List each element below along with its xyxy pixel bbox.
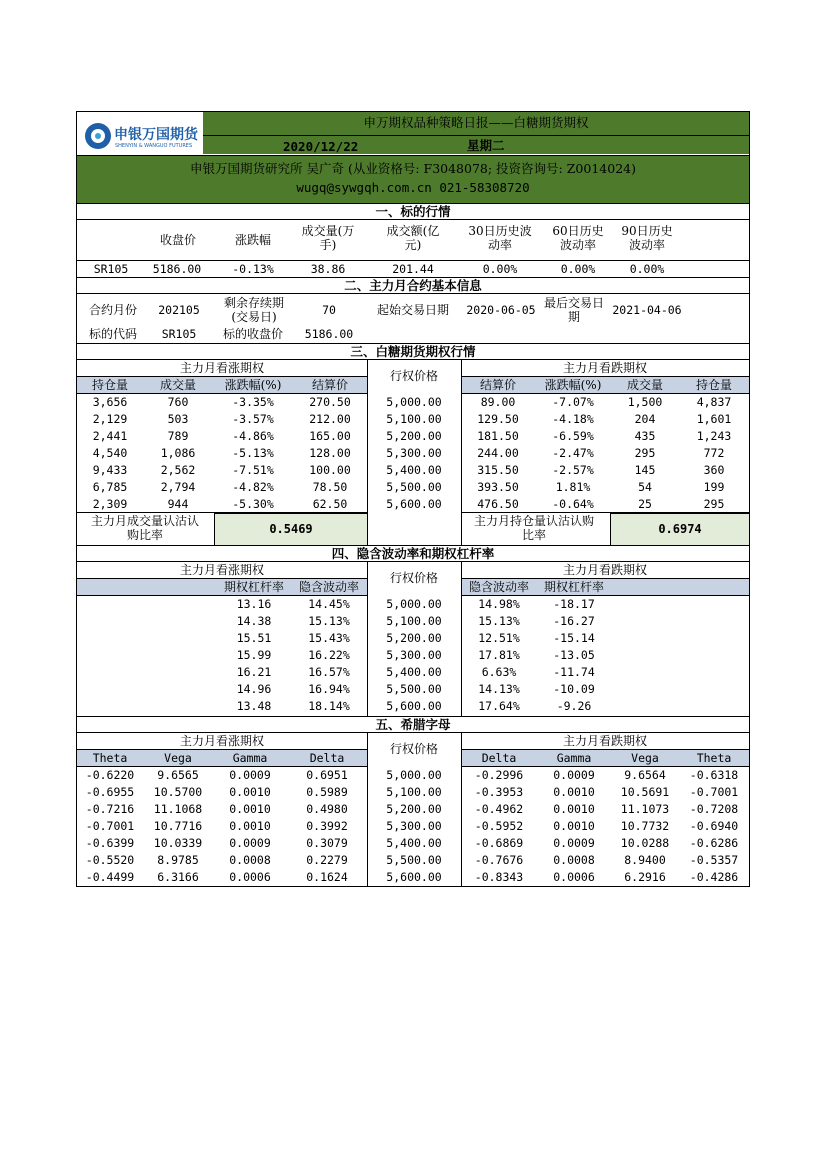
s5-cell: 0.0009: [553, 836, 595, 850]
s4-cell: 5,500.00: [386, 682, 442, 696]
s5-cell: 5,500.00: [386, 853, 442, 867]
s3-cell: 5,600.00: [386, 497, 442, 511]
s4-cell: -11.74: [553, 665, 595, 679]
s3-cell: 129.50: [477, 412, 519, 426]
s3-row: [77, 462, 749, 479]
s3-cell: -0.64%: [552, 497, 594, 511]
s3-cell: 6,785: [92, 480, 128, 494]
s3-cell: -4.18%: [552, 412, 594, 426]
s3-cell: 772: [703, 446, 725, 460]
s1-hv90: 0.00%: [629, 262, 665, 276]
s4-cell: 17.64%: [478, 699, 520, 713]
s5-cell: -0.4499: [85, 870, 135, 884]
s3-cell: 62.50: [312, 497, 348, 511]
s3-cell: 2,129: [92, 412, 128, 426]
oi-ratio-label: 主力月持仓量认沽认购 比率: [473, 514, 594, 542]
s3-cell: 1,601: [696, 412, 732, 426]
s3-cell: 5,300.00: [386, 446, 442, 460]
contract-month-value: 202105: [158, 303, 200, 317]
s3-call-settle-header: 结算价: [311, 378, 348, 392]
s5-call-gamma-header: Gamma: [232, 751, 268, 765]
last-date-value: 2021-04-06: [612, 303, 682, 317]
s4-cell: 17.81%: [478, 648, 520, 662]
s4-strike-header: 行权价格: [389, 571, 438, 585]
s3-row: [77, 496, 749, 513]
start-date-value: 2020-06-05: [466, 303, 536, 317]
s5-cell: 0.5989: [306, 785, 348, 799]
s3-put-vol-header: 成交量: [626, 378, 663, 392]
s3-cell: 165.00: [309, 429, 351, 443]
s5-cell: -0.5520: [85, 853, 135, 867]
s5-cell: 10.0339: [153, 836, 203, 850]
s3-cell: 204: [634, 412, 656, 426]
s5-row: [77, 818, 749, 835]
s5-cell: 11.1073: [620, 802, 670, 816]
s5-put-delta-header: Delta: [481, 751, 517, 765]
s3-cell: 25: [638, 497, 652, 511]
s3-cell: -4.82%: [232, 480, 274, 494]
s3-row: [77, 445, 749, 462]
s3-cell: 244.00: [477, 446, 519, 460]
s5-cell: 0.0010: [553, 785, 595, 799]
s3-row: [77, 428, 749, 445]
s3-cell: 5,000.00: [386, 395, 442, 409]
s3-put-settle-header: 结算价: [479, 378, 516, 392]
s3-row: [77, 479, 749, 496]
s5-row: [77, 801, 749, 818]
oi-ratio-value: 0.6974: [610, 513, 750, 546]
s1-data-row: [77, 260, 749, 277]
vol-ratio-label: 主力月成交量认沽认 购比率: [90, 514, 199, 542]
s4-cell: 5,100.00: [386, 614, 442, 628]
s4-put-iv-header: 隐含波动率: [468, 580, 529, 594]
s5-row: [77, 784, 749, 801]
s4-call-iv-header: 隐含波动率: [298, 580, 359, 594]
s4-cell: 13.48: [236, 699, 272, 713]
s3-cell: 54: [638, 480, 652, 494]
s5-call-theta-header: Theta: [92, 751, 128, 765]
s5-cell: -0.2996: [474, 768, 524, 782]
contract-month-label: 合约月份: [88, 303, 137, 317]
s4-cell: 5,600.00: [386, 699, 442, 713]
s5-cell: -0.7001: [689, 785, 739, 799]
underlying-code-value: SR105: [161, 327, 197, 341]
s4-row: [77, 613, 749, 630]
s3-cell: 4,540: [92, 446, 128, 460]
s5-cell: -0.7208: [689, 802, 739, 816]
s4-cell: 6.63%: [481, 665, 517, 679]
section-3-title: 三、白糖期货期权行情: [77, 343, 749, 360]
s4-cell: 14.98%: [478, 597, 520, 611]
s5-row: [77, 767, 749, 784]
s4-cell: 16.22%: [308, 648, 350, 662]
s2-info-row-2: [77, 326, 749, 343]
s5-cell: 10.7716: [153, 819, 203, 833]
s4-cell: -15.14: [553, 631, 595, 645]
s5-cell: 8.9785: [157, 853, 199, 867]
s3-cell: 1,243: [696, 429, 732, 443]
s3-cell: 476.50: [477, 497, 519, 511]
s4-cell: 15.43%: [308, 631, 350, 645]
s1-header-row: [77, 220, 749, 260]
s4-call-leverage-header: 期权杠杆率: [223, 580, 284, 594]
s4-cell: 5,400.00: [386, 665, 442, 679]
s4-cell: 16.21: [236, 665, 272, 679]
s3-cell: 435: [634, 429, 656, 443]
s4-row: [77, 596, 749, 613]
s4-cell: 15.13%: [308, 614, 350, 628]
s3-cell: -3.57%: [232, 412, 274, 426]
s3-cell: -3.35%: [232, 395, 274, 409]
s3-cell: 2,794: [160, 480, 196, 494]
s5-call-delta-header: Delta: [309, 751, 345, 765]
s3-cell: 212.00: [309, 412, 351, 426]
s4-cell: 16.94%: [308, 682, 350, 696]
s5-cell: 0.6951: [306, 768, 348, 782]
s5-cell: -0.5952: [474, 819, 524, 833]
s5-cell: 0.3992: [306, 819, 348, 833]
s1-turnover: 201.44: [392, 262, 434, 276]
s5-cell: -0.6318: [689, 768, 739, 782]
s5-cell: 11.1068: [153, 802, 203, 816]
s3-cell: 2,309: [92, 497, 128, 511]
s5-cell: 0.0006: [553, 870, 595, 884]
s4-call-group: 主力月看涨期权: [179, 563, 264, 577]
s3-cell: 315.50: [477, 463, 519, 477]
s5-cell: 0.1624: [306, 870, 348, 884]
s5-cell: 6.3166: [157, 870, 199, 884]
s3-cell: -7.07%: [552, 395, 594, 409]
s3-cell: 181.50: [477, 429, 519, 443]
s4-cell: 14.45%: [308, 597, 350, 611]
s5-cell: 0.0010: [229, 819, 271, 833]
s5-cell: 6.2916: [624, 870, 666, 884]
underlying-close-label: 标的收盘价: [222, 327, 283, 341]
s5-cell: 0.3079: [306, 836, 348, 850]
author-line: 申银万国期货研究所 吴广奇 (从业资格号: F3048078; 投资咨询号: Z0014024): [190, 161, 636, 176]
s3-cell: -5.30%: [232, 497, 274, 511]
report-title: 申万期权品种策略日报——白糖期货期权: [363, 115, 589, 130]
s5-table: [77, 733, 749, 886]
s4-cell: 18.14%: [308, 699, 350, 713]
s3-cell: 1,500: [627, 395, 663, 409]
s5-cell: -0.7676: [474, 853, 524, 867]
s3-cell: 2,562: [160, 463, 196, 477]
s3-cell: 128.00: [309, 446, 351, 460]
s5-call-group: 主力月看涨期权: [179, 734, 264, 748]
s5-cell: 0.0009: [229, 836, 271, 850]
s5-cell: 0.0010: [229, 802, 271, 816]
vol-ratio-value: 0.5469: [214, 513, 368, 546]
s3-row: [77, 411, 749, 428]
s4-cell: 5,000.00: [386, 597, 442, 611]
s4-row: [77, 698, 749, 715]
underlying-close-value: 5186.00: [304, 327, 354, 341]
s3-cell: -5.13%: [232, 446, 274, 460]
logo-subtext: SHENYIN & WANGUO FUTURES: [115, 143, 193, 149]
s3-cell: 503: [167, 412, 189, 426]
s3-call-group: 主力月看涨期权: [179, 361, 264, 375]
s5-cell: 5,000.00: [386, 768, 442, 782]
section-5-title: 五、希腊字母: [77, 716, 749, 733]
s1-hv60: 0.00%: [560, 262, 596, 276]
s3-strike-header: 行权价格: [389, 369, 438, 383]
s5-cell: 10.5691: [620, 785, 670, 799]
section-1-title: 一、标的行情: [77, 203, 749, 220]
s5-cell: 0.0008: [229, 853, 271, 867]
s1-col-volume: 成交量(万 手): [301, 224, 355, 252]
logo: [79, 114, 201, 156]
s3-cell: 295: [703, 497, 725, 511]
s3-cell: 78.50: [312, 480, 348, 494]
s1-close: 5186.00: [152, 262, 202, 276]
s5-put-theta-header: Theta: [696, 751, 732, 765]
s3-cell: 789: [167, 429, 189, 443]
s4-cell: 5,300.00: [386, 648, 442, 662]
logo-text: 申银万国期货: [114, 127, 198, 143]
s5-cell: 0.2279: [306, 853, 348, 867]
s1-volume: 38.86: [310, 262, 346, 276]
s3-put-chg-header: 涨跌幅(%): [544, 378, 602, 392]
logo-mark-dot: [95, 133, 101, 139]
s4-cell: 14.96: [236, 682, 272, 696]
s4-row: [77, 664, 749, 681]
s5-row: [77, 869, 749, 886]
report-sheet: [76, 111, 750, 887]
s5-cell: 0.0010: [553, 802, 595, 816]
s1-change: -0.13%: [232, 262, 274, 276]
s3-cell: 2,441: [92, 429, 128, 443]
s3-call-oi-header: 持仓量: [91, 378, 128, 392]
s3-cell: 360: [703, 463, 725, 477]
s4-cell: -18.17: [553, 597, 595, 611]
s4-put-leverage-header: 期权杠杆率: [543, 580, 604, 594]
s5-put-gamma-header: Gamma: [556, 751, 592, 765]
s5-cell: 5,100.00: [386, 785, 442, 799]
s3-cell: 295: [634, 446, 656, 460]
s1-symbol: SR105: [93, 262, 129, 276]
s5-cell: -0.6869: [474, 836, 524, 850]
remaining-days-label: 剩余存续期 (交易日): [223, 296, 284, 324]
s3-cell: -7.51%: [232, 463, 274, 477]
s5-cell: 0.0010: [553, 819, 595, 833]
s5-cell: 0.4980: [306, 802, 348, 816]
s4-cell: -13.05: [553, 648, 595, 662]
s5-cell: -0.4286: [689, 870, 739, 884]
s4-cell: 14.13%: [478, 682, 520, 696]
s4-cell: 15.99: [236, 648, 272, 662]
s3-cell: -4.86%: [232, 429, 274, 443]
s3-cell: 4,837: [696, 395, 732, 409]
s5-cell: -0.5357: [689, 853, 739, 867]
s3-put-group: 主力月看跌期权: [562, 361, 647, 375]
s3-cell: 1,086: [160, 446, 196, 460]
s4-cell: 15.51: [236, 631, 272, 645]
s5-cell: 0.0006: [229, 870, 271, 884]
s5-put-group: 主力月看跌期权: [562, 734, 647, 748]
s5-cell: -0.7001: [85, 819, 135, 833]
s5-cell: -0.6220: [85, 768, 135, 782]
s5-cell: 5,300.00: [386, 819, 442, 833]
s1-col-hv60: 60日历史 波动率: [552, 224, 604, 252]
s5-row: [77, 852, 749, 869]
s5-cell: -0.8343: [474, 870, 524, 884]
contact-line: wugq@sywgqh.com.cn 021-58308720: [296, 180, 530, 195]
s3-call-vol-header: 成交量: [159, 378, 196, 392]
s4-cell: 12.51%: [478, 631, 520, 645]
s5-cell: -0.6399: [85, 836, 135, 850]
s5-cell: 0.0009: [229, 768, 271, 782]
s1-col-turnover: 成交额(亿 元): [386, 224, 440, 252]
s4-put-group: 主力月看跌期权: [562, 563, 647, 577]
section-2-title: 二、主力月合约基本信息: [77, 277, 749, 294]
s4-cell: 14.38: [236, 614, 272, 628]
s3-cell: 199: [703, 480, 725, 494]
s5-cell: 5,400.00: [386, 836, 442, 850]
s3-cell: 145: [634, 463, 656, 477]
remaining-days-value: 70: [322, 303, 336, 317]
report-header: [77, 112, 749, 203]
s3-cell: 944: [167, 497, 189, 511]
s1-col-close: 收盘价: [159, 233, 196, 247]
s5-cell: -0.6955: [85, 785, 135, 799]
s3-cell: -2.47%: [552, 446, 594, 460]
s3-cell: 1.81%: [555, 480, 591, 494]
s1-hv30: 0.00%: [482, 262, 518, 276]
s5-cell: -0.6286: [689, 836, 739, 850]
s3-cell: 3,656: [92, 395, 128, 409]
s5-cell: 5,600.00: [386, 870, 442, 884]
s3-cell: 9,433: [92, 463, 128, 477]
s3-cell: 393.50: [477, 480, 519, 494]
s5-cell: -0.4962: [474, 802, 524, 816]
s4-cell: -9.26: [556, 699, 592, 713]
s5-cell: 0.0010: [229, 785, 271, 799]
underlying-code-label: 标的代码: [88, 327, 137, 341]
s3-cell: -6.59%: [552, 429, 594, 443]
s4-row: [77, 630, 749, 647]
s4-cell: -16.27: [553, 614, 595, 628]
s1-col-hv90: 90日历史 波动率: [621, 224, 673, 252]
s4-row: [77, 681, 749, 698]
s4-table: [77, 562, 749, 716]
s3-cell: 100.00: [309, 463, 351, 477]
s5-cell: 0.0008: [553, 853, 595, 867]
s5-cell: 10.0288: [620, 836, 670, 850]
start-date-label: 起始交易日期: [376, 303, 449, 317]
s4-cell: -10.09: [553, 682, 595, 696]
s1-col-change: 涨跌幅: [234, 233, 271, 247]
s5-cell: 10.5700: [153, 785, 203, 799]
s3-cell: 5,200.00: [386, 429, 442, 443]
s5-call-vega-header: Vega: [164, 751, 192, 765]
s3-cell: 5,400.00: [386, 463, 442, 477]
s3-cell: 5,500.00: [386, 480, 442, 494]
s5-cell: 9.6564: [624, 768, 666, 782]
s5-cell: 5,200.00: [386, 802, 442, 816]
s5-cell: 0.0009: [553, 768, 595, 782]
s5-put-vega-header: Vega: [631, 751, 659, 765]
s3-row: [77, 394, 749, 411]
s3-cell: 89.00: [480, 395, 516, 409]
s5-cell: 9.6565: [157, 768, 199, 782]
s4-cell: 16.57%: [308, 665, 350, 679]
s5-cell: -0.7216: [85, 802, 135, 816]
s5-strike-header: 行权价格: [389, 742, 438, 756]
s5-row: [77, 835, 749, 852]
report-weekday: 星期二: [467, 138, 505, 153]
s5-cell: 10.7732: [620, 819, 670, 833]
s2-info-row-1: [77, 294, 749, 326]
s3-table: [77, 360, 749, 545]
last-date-label: 最后交易日 期: [543, 296, 604, 324]
report-date: 2020/12/22: [283, 139, 359, 154]
s5-cell: -0.3953: [474, 785, 524, 799]
s4-cell: 5,200.00: [386, 631, 442, 645]
s4-cell: 13.16: [236, 597, 272, 611]
s5-cell: -0.6940: [689, 819, 739, 833]
s5-cell: 8.9400: [624, 853, 666, 867]
s4-row: [77, 647, 749, 664]
s1-col-hv30: 30日历史波 动率: [468, 224, 532, 252]
s3-cell: 5,100.00: [386, 412, 442, 426]
s3-cell: 760: [167, 395, 189, 409]
s3-put-oi-header: 持仓量: [695, 378, 732, 392]
s3-cell: -2.57%: [552, 463, 594, 477]
s3-call-chg-header: 涨跌幅(%): [224, 378, 282, 392]
section-4-title: 四、隐含波动率和期权杠杆率: [77, 545, 749, 562]
s4-cell: 15.13%: [478, 614, 520, 628]
s3-cell: 270.50: [309, 395, 351, 409]
